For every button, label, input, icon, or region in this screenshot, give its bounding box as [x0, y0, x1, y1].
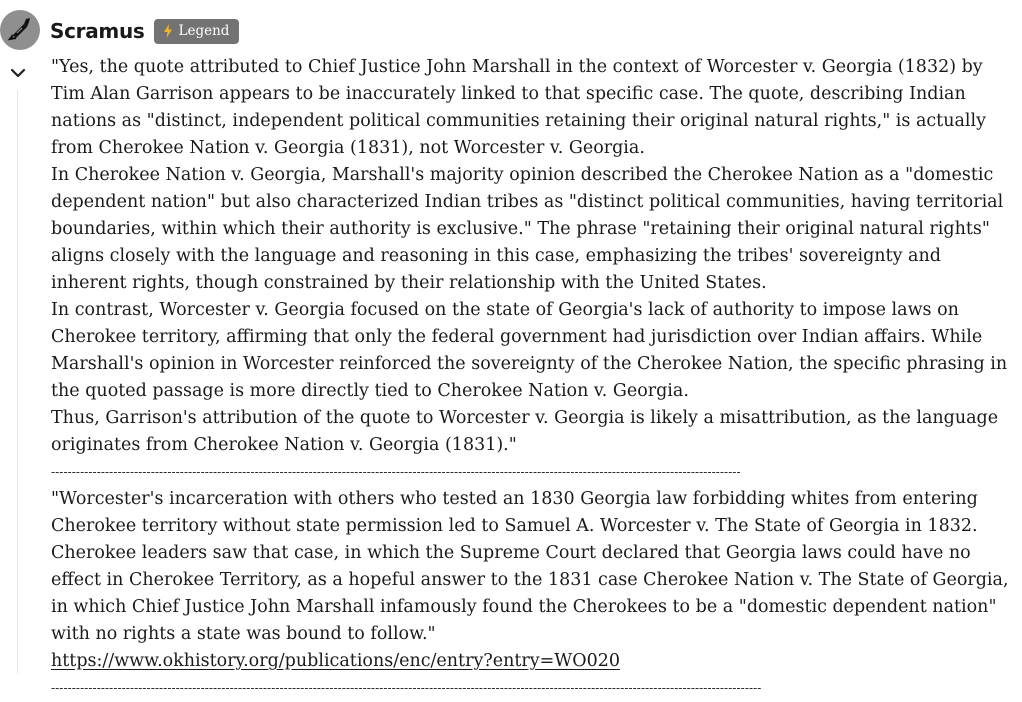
comment-paragraph: In Cherokee Nation v. Georgia, Marshall's majority opinion described the Cherokee Nation as a "domestic dependent nation" but also characterized Indian tribes as "distinct political communities, having territorial boundaries, within which their authority is exclusive." The phrase "retaining their original natural rights" aligns closely with the language and reasoning in this case, emphasizing the tribes' sovereignty and inherent rights, though constrained by their relationship with the United States.: [51, 165, 1004, 293]
user-flair-badge: [154, 19, 240, 44]
comment-paragraph: "Yes, the quote attributed to Chief Justice John Marshall in the context of Worcester v. Georgia (1832) by Tim Alan Garrison appears to be inaccurately linked to that specific case. The quote, describing Indian nations as "distinct, independent political communities retaining their original natural rights," is actually from Cherokee Nation v. Georgia (1831), not Worcester v. Georgia.: [51, 57, 986, 158]
source-link[interactable]: https://www.okhistory.org/publications/enc/entry?entry=WO020: [51, 651, 621, 671]
quill-pen-icon: [7, 15, 33, 45]
separator-line: ----------------------------------------------------------------------------------------------------------------------------------------------------------------------: [51, 465, 741, 479]
chevron-down-icon: [10, 64, 26, 83]
source-link-row: [51, 648, 1016, 675]
separator-line: ---------------------------------------------------------------------------------------------------------------------------------------------------------------------------: [51, 681, 762, 695]
comment-paragraph: In contrast, Worcester v. Georgia focused on the state of Georgia's lack of authority to impose laws on Cherokee territory, affirming that only the federal government had jurisdiction over Indian affairs. While Marshall's opinion in Worcester reinforced the sovereignty of the Cherokee Nation, the specific phrasing in the quoted passage is more directly tied to Cherokee Nation v. Georgia.: [51, 300, 1008, 401]
avatar[interactable]: [0, 10, 40, 50]
comment-header: [50, 15, 239, 47]
quoted-passage: "Worcester's incarceration with others who tested an 1830 Georgia law forbidding whites from entering Cherokee territory without state permission led to Samuel A. Worcester v. The State of Georgia in 1832. Cherokee leaders saw that case, in which the Supreme Court declared that Georgia laws could have no effect in Cherokee Territory, as a hopeful answer to the 1831 case Cherokee Nation v. The State of Georgia, in which Chief Justice John Marshall infamously found the Cherokees to be a "domestic dependent nation" with no rights a state was bound to follow.": [51, 489, 1009, 644]
collapse-thread-button[interactable]: [8, 63, 28, 83]
badge-label: Legend: [178, 23, 230, 39]
thread-line[interactable]: [17, 90, 18, 673]
comment-body: [51, 54, 1016, 702]
lightning-bolt-icon: [163, 24, 173, 38]
username[interactable]: Scramus: [50, 19, 145, 43]
comment-paragraph: Thus, Garrison's attribution of the quote to Worcester v. Georgia is likely a misattribution, as the language originates from Cherokee Nation v. Georgia (1831).": [51, 408, 999, 455]
